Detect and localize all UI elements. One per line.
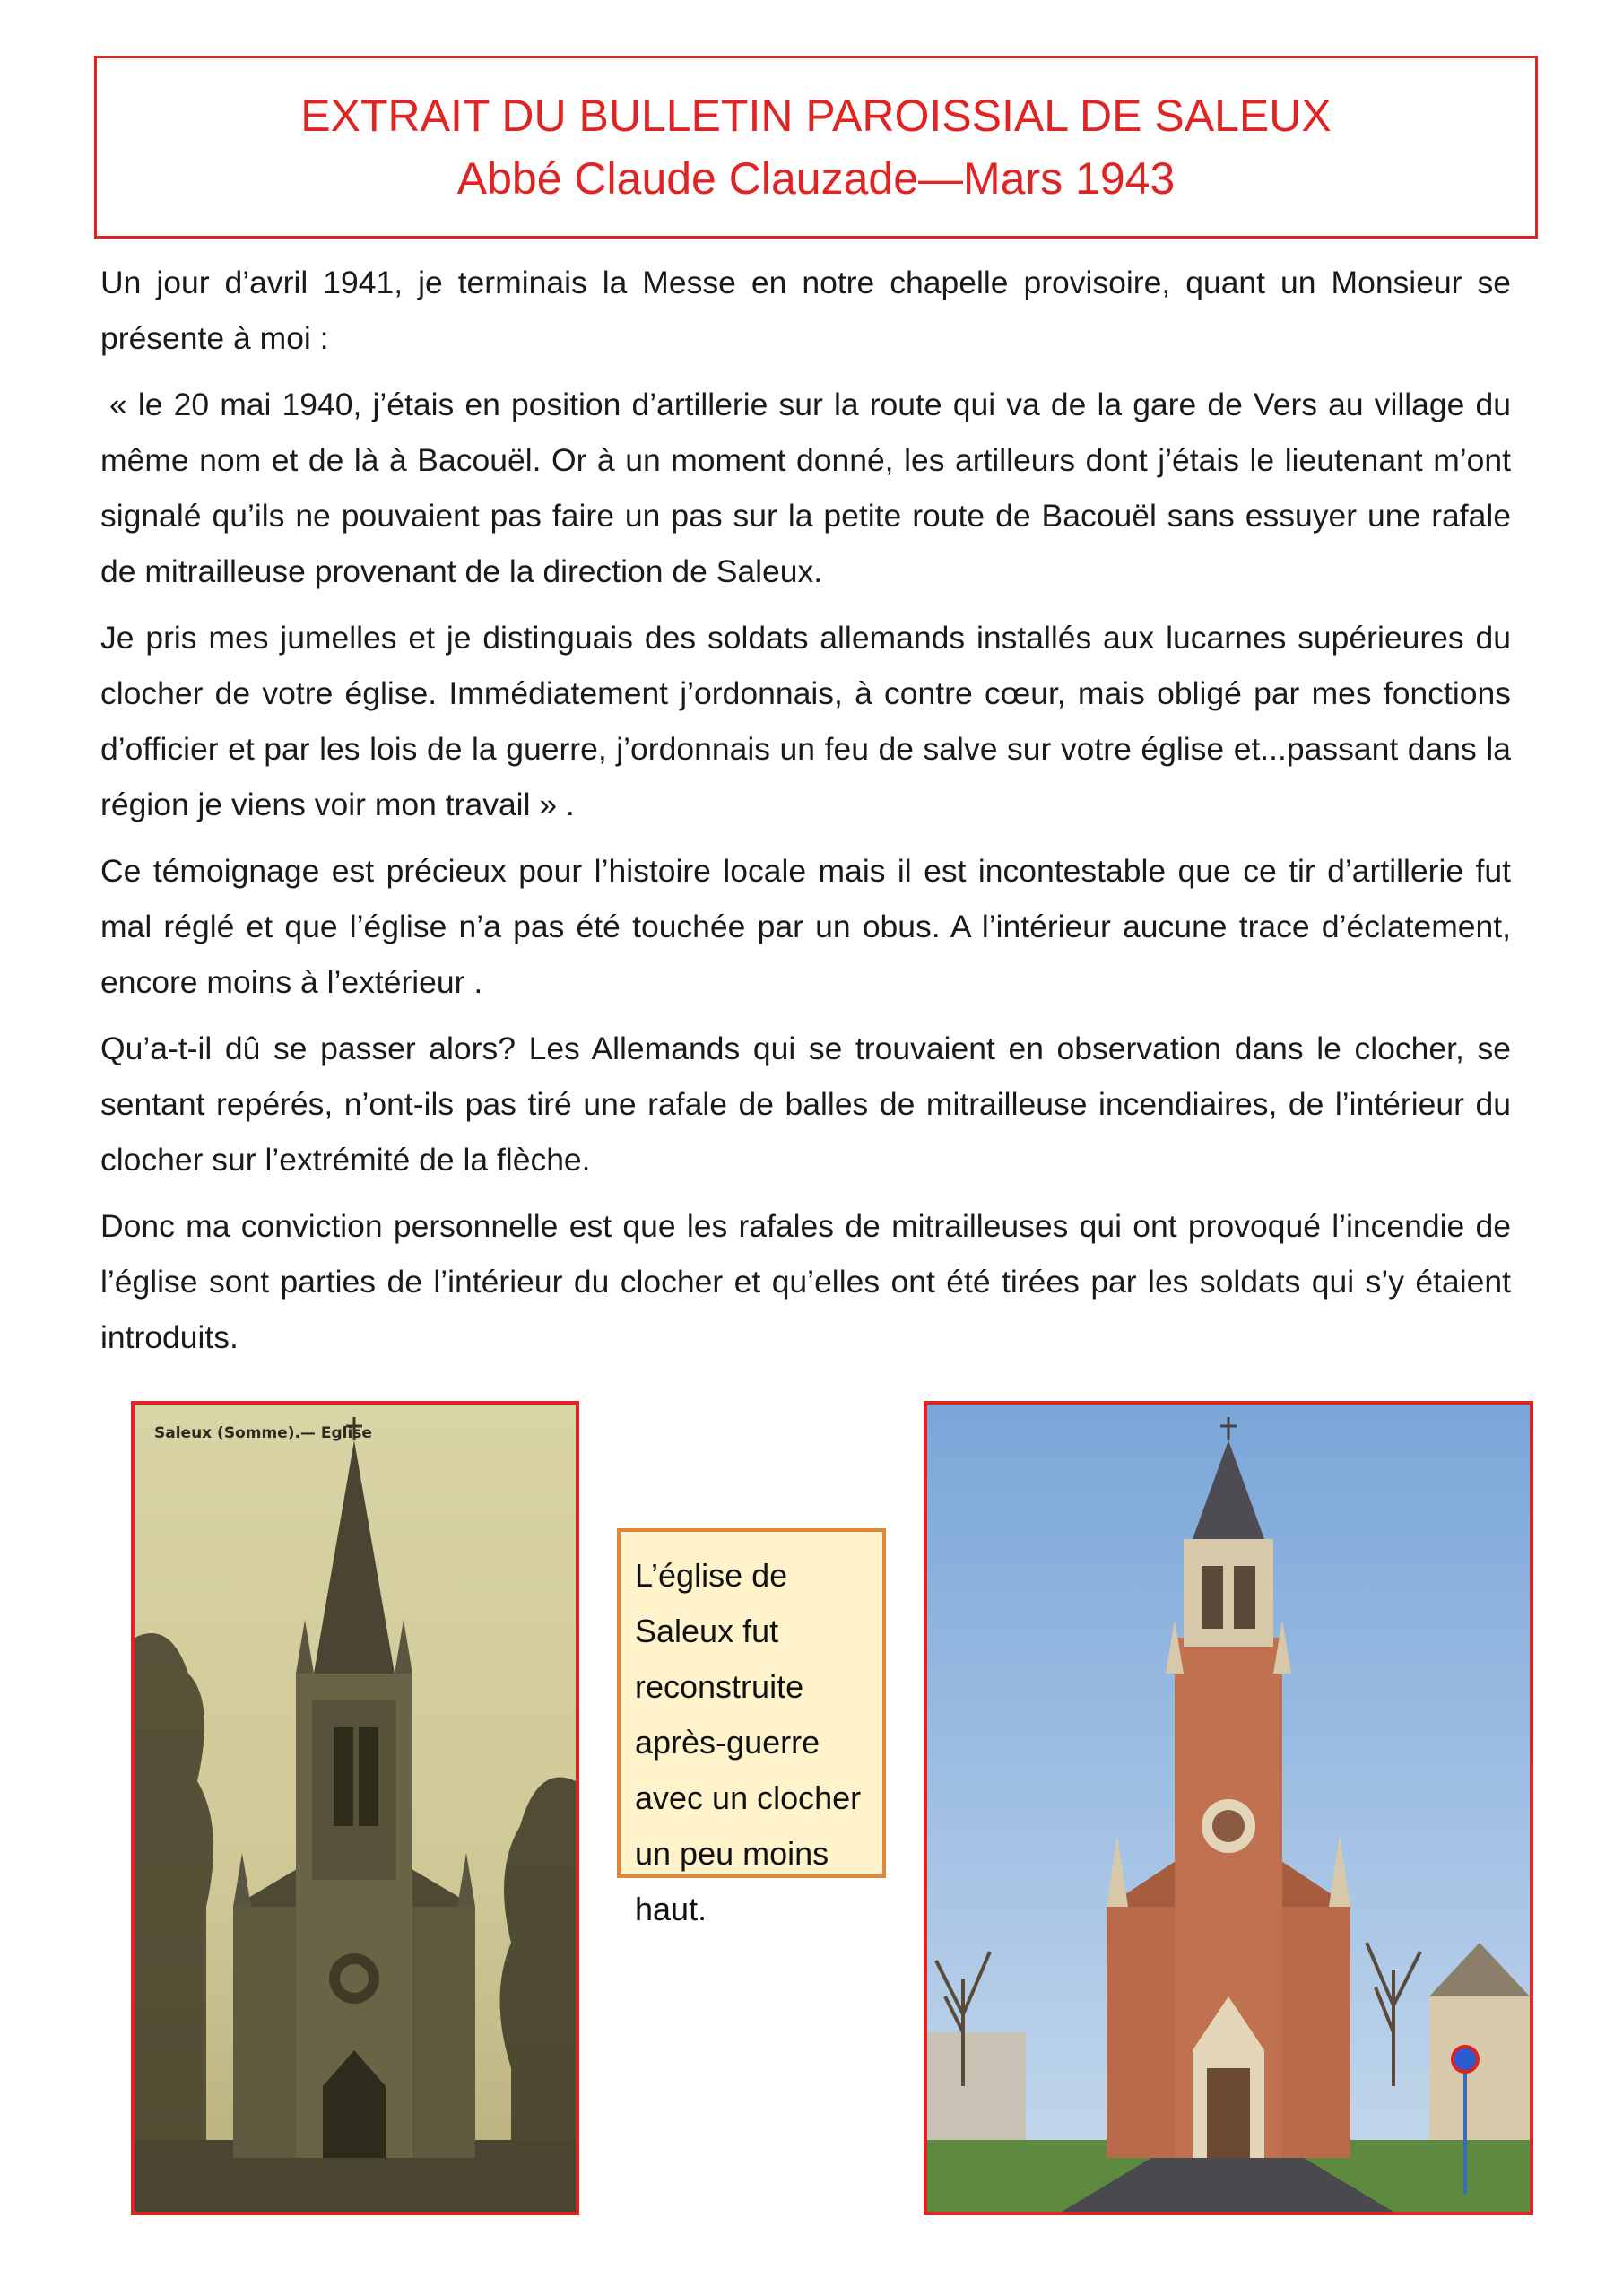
caption-line: après-guerre (635, 1724, 820, 1761)
caption-line: haut. (635, 1891, 707, 1927)
caption-line: Saleux fut (635, 1613, 779, 1649)
header-subtitle: Abbé Claude Clauzade—Mars 1943 (456, 153, 1176, 204)
old-postcard-photo (131, 1401, 579, 2215)
postcard-label: Saleux (Somme).— Eglise (154, 1424, 372, 1442)
caption-line: reconstruite (635, 1668, 804, 1705)
header-box (94, 56, 1538, 239)
article-body (100, 255, 1511, 1376)
caption-line: un peu moins (635, 1835, 829, 1872)
church-modern-illustration (927, 1405, 1530, 2212)
church-old-illustration (135, 1405, 576, 2212)
caption-box (617, 1528, 886, 1927)
caption-line: L’église de (635, 1557, 788, 1594)
paragraph: Un jour d’avril 1941, je terminais la Messe en notre chapelle provisoire, quant un Monsieur se présente à moi : (100, 265, 1511, 356)
paragraph: Je pris mes jumelles et je distinguais des soldats allemands installés aux lucarnes supérieures du clocher de votre église. Immédiatement j’ordonnais, à contre cœur, mais obligé par mes fonctions d’officier et par les lois de la guerre, j’ordonnais un feu de salve sur votre église et...passant dans la région je viens voir mon travail » . (100, 620, 1511, 822)
paragraph: « le 20 mai 1940, j’étais en position d’artillerie sur la route qui va de la gare de Vers au village du même nom et de là à Bacouël. Or à un moment donné, les artilleurs dont j’étais le lieutenant m’ont signalé qu’ils ne pouvaient pas faire un pas sur la petite route de Bacouël sans essuyer une rafale de mitrailleuse provenant de la direction de Saleux. (100, 387, 1511, 589)
paragraph: Qu’a-t-il dû se passer alors? Les Allemands qui se trouvaient en observation dans le clocher, se sentant repérés, n’ont-ils pas tiré une rafale de balles de mitrailleuse incendiaires, de l’intérieur du clocher sur l’extrémité de la flèche. (100, 1031, 1511, 1178)
header-title: EXTRAIT DU BULLETIN PAROISSIAL DE SALEUX (300, 91, 1332, 141)
paragraph: Ce témoignage est précieux pour l’histoire locale mais il est incontestable que ce tir d’artillerie fut mal réglé et que l’église n’a pas été touchée par un obus. A l’intérieur aucune trace d’éclatement, encore moins à l’extérieur . (100, 853, 1511, 1000)
caption-line: avec un clocher (635, 1779, 862, 1816)
paragraph: Donc ma conviction personnelle est que les rafales de mitrailleuses qui ont provoqué l’incendie de l’église sont parties de l’intérieur du clocher et qu’elles ont été tirées par les soldats qui s’y étaient introduits. (100, 1208, 1511, 1355)
modern-church-photo (924, 1401, 1533, 2215)
